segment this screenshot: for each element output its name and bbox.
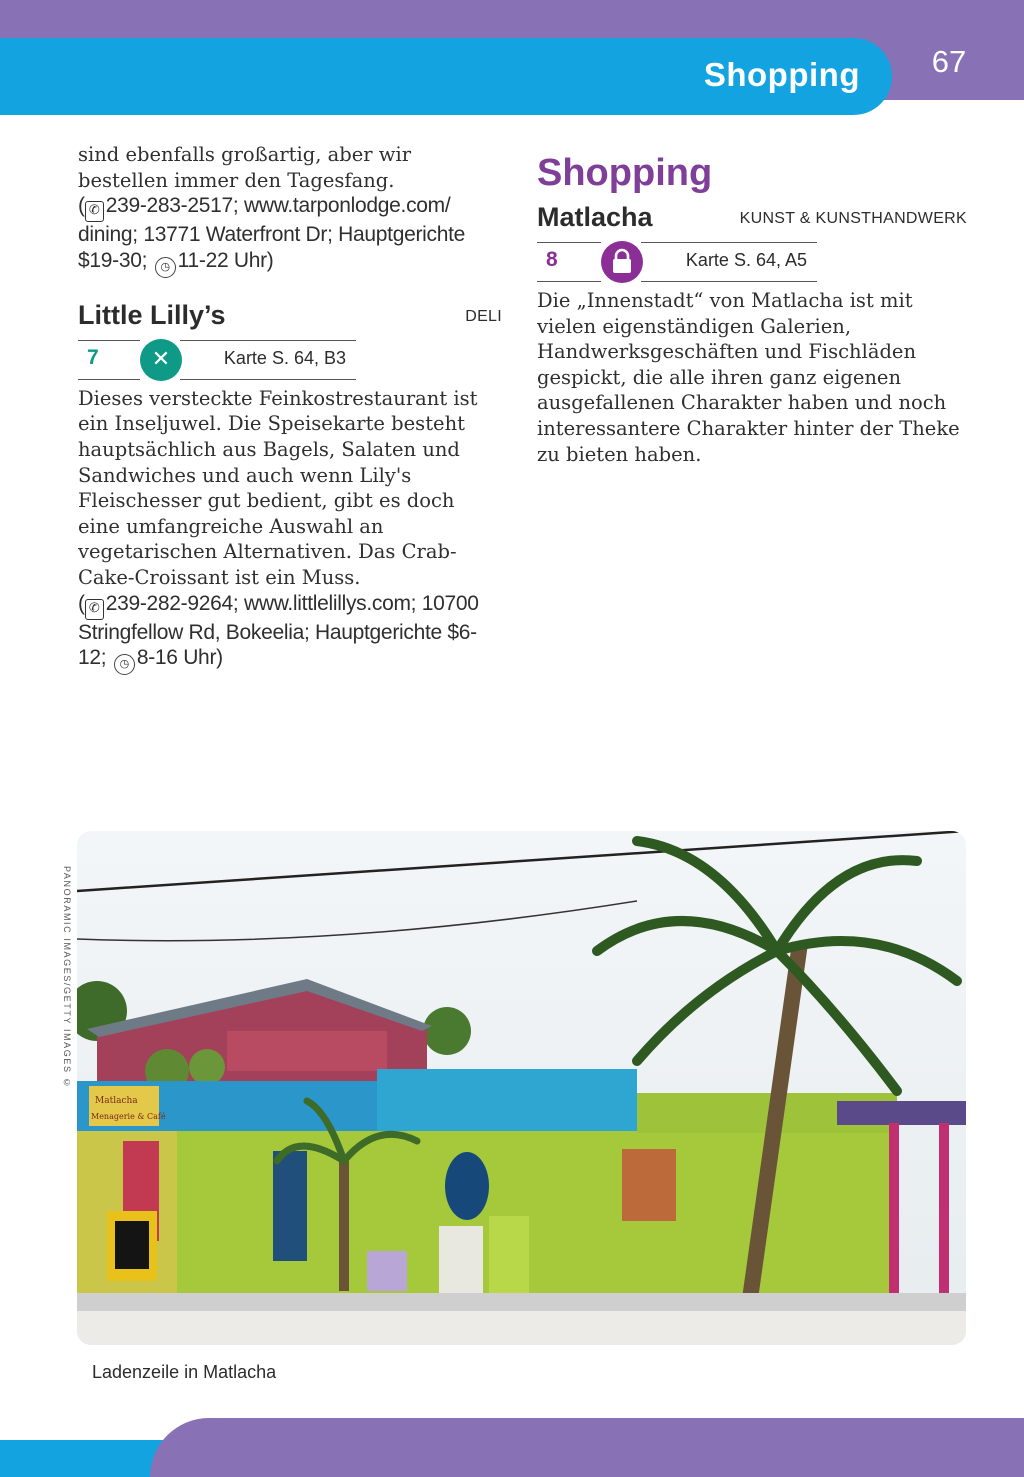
clock-icon: ◷ — [114, 654, 135, 675]
phone-number: 239-282-9264 — [105, 591, 233, 615]
meta-rule-top — [78, 340, 356, 341]
storefront-illustration — [77, 831, 966, 1345]
entry-number: 8 — [546, 248, 558, 271]
shop-sign-text-1: Matlacha — [95, 1096, 138, 1106]
entry-header — [537, 202, 967, 242]
tree — [423, 1007, 471, 1055]
phone-number: 239-283-2517 — [105, 194, 233, 218]
red-house-wall — [227, 1031, 387, 1071]
entry-name: Matlacha — [537, 202, 653, 232]
photo-credit: PANORAMIC IMAGES/GETTY IMAGES © — [62, 866, 72, 1090]
entry-category: KUNST & KUNSTHANDWERK — [739, 210, 967, 227]
entry-description: Dieses versteckte Feinkostrestaurant ist ein Inseljuwel. Die Speisekarte besteht hauptsächlich aus Bagels, Salaten und Sandwiches und auch wenn Lily's Fleischesser gut bedient, gibt es doch eine umfangreiche Auswahl an vegetarischen Alternativen. Das Crab-Cake-Croissant ist ein Muss. — [78, 386, 478, 589]
entry-name: Little Lilly’s — [78, 299, 226, 330]
right-awning — [837, 1101, 966, 1125]
shopping-bag-icon-glyph — [601, 241, 643, 283]
meta-rule-bottom — [537, 281, 817, 282]
photo-caption: Ladenzeile in Matlacha — [92, 1362, 277, 1382]
entry-number: 7 — [87, 345, 99, 369]
continuation-info: ( ✆ 239-283-2517; www.tarponlodge.com/ dining; 13771 Waterfront Dr; Hauptgerichte $19-30; ◷ 11-22 Uhr) — [78, 193, 502, 278]
sidewalk — [77, 1293, 966, 1313]
porthole-window — [445, 1152, 489, 1220]
left-column — [78, 142, 502, 675]
entry-meta — [537, 242, 817, 282]
purple-bench — [367, 1251, 407, 1291]
building-blue-block — [377, 1069, 637, 1139]
map-reference: Karte S. 64, B3 — [223, 347, 346, 368]
opening-hours: 8-16 Uhr — [136, 646, 217, 670]
shop-door-blue — [273, 1151, 307, 1261]
continuation-text: sind ebenfalls großartig, aber wir bestellen immer den Tagesfang. — [78, 143, 412, 192]
entry-description: Die „Innenstadt“ von Matlacha ist mit vielen eigenständigen Galerien, Handwerksgeschäften und Fischläden gespickt, die alle ihren ganz eigenen ausgefallenen Charakter haben und noch interessantere Charakter hinter der Theke zu bieten haben. — [537, 289, 960, 466]
opening-hours: 11-22 Uhr — [177, 248, 267, 272]
section-heading: Shopping — [537, 152, 713, 194]
eat-icon: ✕ — [140, 339, 182, 381]
entry-meta — [78, 340, 356, 380]
window-grill — [622, 1149, 676, 1221]
small-palm-trunk — [339, 1161, 349, 1291]
entry-header — [78, 300, 502, 340]
header-section-title: Shopping — [703, 56, 860, 93]
meta-rule-top — [537, 242, 817, 243]
shop-sign-text-2: Menagerie & Café — [91, 1112, 166, 1121]
page-number: 67 — [931, 44, 967, 79]
storefront-photo — [77, 831, 966, 1345]
info-details: ; www.littlelillys.com; 10700 Stringfellow Rd, Bokeelia; Hauptgerichte $6-12; — [78, 591, 479, 670]
info-details: ; www.tarponlodge.com/ dining; 13771 Waterfront Dr; Hauptgerichte $19-30; — [78, 194, 466, 272]
shopping-bag-icon — [601, 241, 643, 283]
green-bin — [489, 1216, 529, 1306]
clock-icon: ◷ — [155, 257, 176, 278]
chalkboard — [115, 1221, 149, 1269]
right-column — [537, 150, 967, 467]
meta-rule-bottom — [78, 379, 356, 380]
bush — [189, 1049, 225, 1085]
map-reference: Karte S. 64, A5 — [685, 250, 807, 270]
phone-icon: ✆ — [85, 201, 104, 222]
entry-category: DELI — [465, 307, 502, 325]
road — [77, 1311, 966, 1345]
footer-band-purple — [150, 1418, 1024, 1477]
phone-icon: ✆ — [85, 599, 104, 620]
entry-info: ( ✆ 239-282-9264; www.littlelillys.com; 10700 Stringfellow Rd, Bokeelia; Hauptgerichte $6-12; ◷ 8-16 Uhr) — [78, 591, 502, 676]
